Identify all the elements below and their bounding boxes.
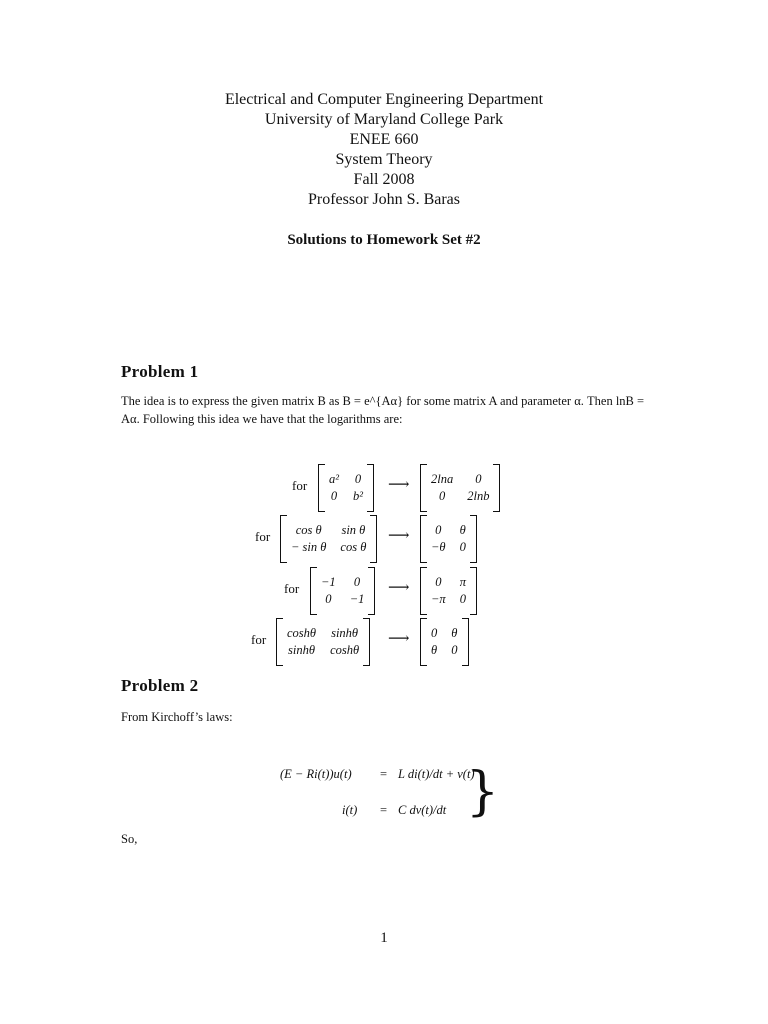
log-row-3 [0, 563, 768, 617]
for-label: for [255, 529, 271, 544]
matrix-cell: a² [329, 472, 339, 486]
for-label: for [292, 478, 308, 493]
matrix-cell: 0 [431, 626, 438, 640]
matrix-left [318, 464, 374, 512]
matrix-cell: coshθ [287, 626, 317, 640]
problem2-intro: From Kirchoff’s laws: [121, 710, 233, 724]
matrix-left [276, 618, 370, 666]
matrix-right [420, 567, 477, 615]
for-label: for [284, 581, 300, 596]
matrix-cell: b² [353, 489, 363, 503]
matrix-cell: θ [431, 643, 438, 657]
matrix-cell: θ [459, 523, 466, 537]
matrix-cell: 0 [435, 575, 442, 589]
arrow-icon: ⟶ [388, 631, 410, 647]
document-header [0, 90, 768, 249]
matrix-cell: cos θ [340, 540, 367, 554]
problem2-closing: So, [121, 832, 138, 846]
matrix-cell: 0 [354, 472, 362, 486]
matrix-cell: coshθ [330, 643, 360, 657]
header-line-term: Fall 2008 [353, 171, 415, 188]
matrix-cell: −1 [321, 575, 336, 589]
problem1-heading: Problem 1 [121, 362, 199, 381]
matrix-cell: cos θ [295, 523, 322, 537]
arrow-icon: ⟶ [388, 528, 410, 544]
right-brace-icon: } [466, 762, 500, 822]
matrix-cell: 0 [459, 592, 466, 606]
eq1-lhs: (E − Ri(t))u(t) [280, 767, 352, 781]
eq2-rhs: C dv(t)/dt [398, 803, 447, 817]
matrix-cell: sinhθ [331, 626, 359, 640]
eq1-rhs: L di(t)/dt + v(t) [398, 767, 475, 781]
log-row-4 [0, 614, 768, 668]
matrix-cell: 0 [459, 540, 466, 554]
header-line-professor: Professor John S. Baras [308, 191, 460, 208]
matrix-cell: 0 [353, 575, 361, 589]
matrix-cell: −1 [349, 592, 365, 606]
matrix-cell: 0 [475, 472, 482, 486]
matrix-cell: 0 [325, 592, 332, 606]
matrix-cell: − sin θ [291, 540, 327, 554]
matrix-left [310, 567, 375, 615]
arrow-icon: ⟶ [388, 477, 410, 493]
matrix-left [280, 515, 377, 563]
matrix-right [420, 618, 469, 666]
matrix-right [420, 515, 477, 563]
document-title: Solutions to Homework Set #2 [287, 232, 481, 248]
matrix-cell: 0 [435, 523, 442, 537]
matrix-cell: −π [431, 592, 446, 606]
header-line-course: ENEE 660 [349, 131, 419, 148]
matrix-cell: 0 [330, 489, 338, 503]
matrix-cell: 0 [438, 489, 446, 503]
header-line-university: University of Maryland College Park [264, 111, 504, 128]
header-line-subject: System Theory [335, 151, 433, 168]
problem1-intro: The idea is to express the given matrix B as B = e^{Aα} for some matrix A and parameter α. Then lnB = Aα. Following this idea we have that the logarithms are: [121, 394, 645, 426]
log-row-2 [0, 511, 768, 565]
matrix-cell: π [459, 575, 466, 589]
for-label: for [251, 632, 267, 647]
eq1-equals: = [380, 767, 388, 781]
problem2-heading: Problem 2 [121, 676, 199, 695]
matrix-cell: 2lna [431, 472, 454, 486]
matrix-cell: θ [451, 626, 458, 640]
header-line-department: Electrical and Computer Engineering Department [224, 91, 544, 108]
matrix-cell: sin θ [341, 523, 366, 537]
matrix-cell: 2lnb [467, 489, 490, 503]
arrow-icon: ⟶ [388, 580, 410, 596]
eq2-lhs: i(t) [342, 803, 358, 817]
eq2-equals: = [380, 803, 388, 817]
matrix-cell: 0 [451, 643, 458, 657]
matrix-cell: sinhθ [288, 643, 316, 657]
matrix-right [420, 464, 500, 512]
log-row-1 [0, 460, 768, 514]
matrix-cell: −θ [431, 540, 446, 554]
page-number: 1 [380, 930, 388, 946]
